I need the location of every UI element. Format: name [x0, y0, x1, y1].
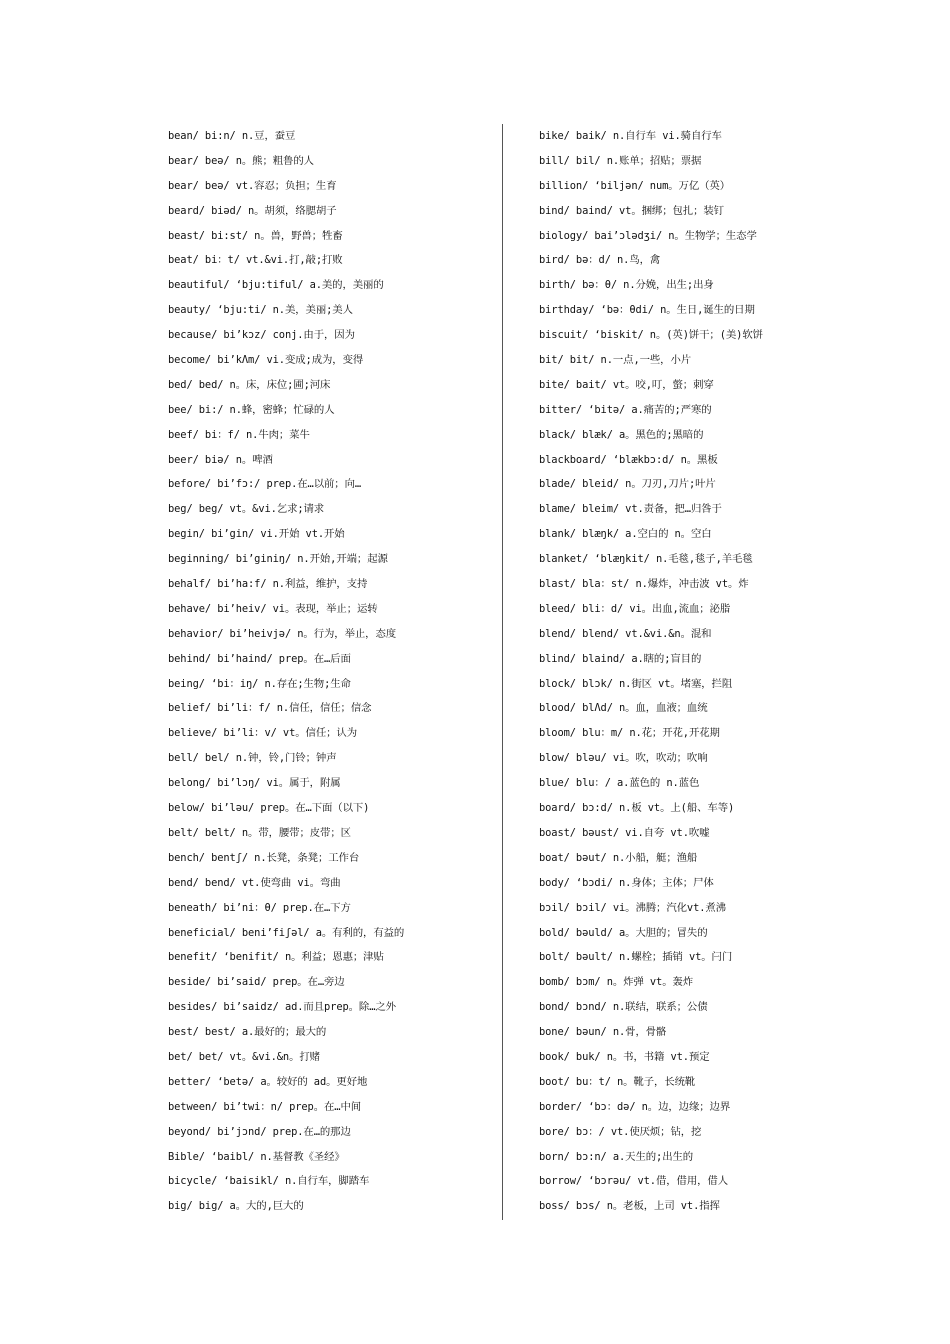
vocab-entry: believe/ bi’li：v/ vt。信任；认为 — [168, 727, 357, 740]
vocab-entry: bell/ bel/ n.钟，铃,门铃；钟声 — [168, 752, 337, 765]
vocab-entry: beneficial/ beni’fiʃəl/ a。有利的，有益的 — [168, 926, 405, 939]
vocab-entry: beg/ beg/ vt。&vi.乞求;请求 — [168, 503, 325, 516]
vocab-entry: beautiful/ ‘bju:tiful/ a.美的，美丽的 — [168, 279, 384, 292]
vocab-entry: birth/ bə：θ/ n.分娩，出生;出身 — [539, 279, 714, 292]
vocab-entry: besides/ bi’saidz/ ad.而且prep。除…之外 — [168, 1001, 396, 1014]
vocab-entry: belong/ bi’lɔŋ/ vi。属于，附属 — [168, 777, 341, 790]
vocab-entry: beef/ bi：f/ n.牛肉；菜牛 — [168, 428, 310, 441]
vocab-entry: bolt/ bəult/ n.螺栓；插销 vt。闩门 — [539, 951, 733, 964]
vocab-entry: bench/ bentʃ/ n.长凳，条凳；工作台 — [168, 851, 360, 864]
vocab-entry: beyond/ bi’jɔnd/ prep.在…的那边 — [168, 1125, 351, 1138]
vocab-entry: best/ best/ a.最好的；最大的 — [168, 1026, 327, 1039]
vocab-entry: boss/ bɔs/ n。老板，上司 vt.指挥 — [539, 1200, 720, 1213]
vocab-entry: beauty/ ‘bju:ti/ n.美，美丽;美人 — [168, 304, 353, 317]
vocab-entry: between/ bi’twi：n/ prep。在…中间 — [168, 1100, 362, 1113]
vocab-entry: beneath/ bi’ni：θ/ prep.在…下方 — [168, 901, 351, 914]
vocab-entry: blow/ bləu/ vi。吹，吹动；吹响 — [539, 752, 708, 765]
vocab-entry: birthday/ ‘bə：θdi/ n。生日,诞生的日期 — [539, 304, 755, 317]
column-divider — [502, 124, 503, 1220]
vocab-entry: being/ ‘bi：iŋ/ n.存在;生物;生命 — [168, 677, 351, 690]
vocab-entry: below/ bi’ləu/ prep。在…下面（以下) — [168, 802, 370, 815]
vocab-entry: blade/ bleid/ n。刀刃,刀片;叶片 — [539, 478, 716, 491]
vocab-entry: blanket/ ‘blæŋkit/ n.毛毯,毯子,羊毛毯 — [539, 553, 753, 566]
vocab-entry: beard/ biəd/ n。胡须，络腮胡子 — [168, 204, 337, 217]
vocab-entry: blame/ bleim/ vt.责备，把…归咎于 — [539, 503, 722, 516]
vocab-entry: become/ bi’kΛm/ vi.变成;成为，变得 — [168, 354, 364, 367]
vocab-entry: big/ big/ a。大的,巨大的 — [168, 1200, 304, 1213]
vocab-entry: bed/ bed/ n。床，床位;圃;河床 — [168, 378, 331, 391]
vocab-entry: blackboard/ ‘blækbɔ:d/ n。黑板 — [539, 453, 718, 466]
right-column — [539, 124, 879, 1219]
vocab-entry: because/ bi’kɔz/ conj.由于，因为 — [168, 329, 355, 342]
vocab-entry: blank/ blæŋk/ a.空白的 n。空白 — [539, 528, 712, 541]
vocab-entry: block/ blɔk/ n.街区 vt。堵塞，拦阻 — [539, 677, 733, 690]
vocab-entry: beginning/ bi’giniŋ/ n.开始,开端；起源 — [168, 553, 388, 566]
vocab-entry: bear/ beə/ vt.容忍；负担；生育 — [168, 179, 337, 192]
vocab-entry: bet/ bet/ vt。&vi.&n。打赌 — [168, 1050, 320, 1063]
vocab-entry: bill/ bil/ n.账单；招贴；票据 — [539, 154, 702, 167]
vocab-entry: bloom/ blu：m/ n.花；开花,开花期 — [539, 727, 720, 740]
vocab-entry: bone/ bəun/ n.骨，骨骼 — [539, 1026, 667, 1039]
vocab-entry: beat/ bi：t/ vt.&vi.打,敲;打败 — [168, 254, 343, 267]
vocab-entry: board/ bɔ:d/ n.板 vt。上(船、车等) — [539, 802, 735, 815]
vocab-entry: behave/ bi’heiv/ vi。表现，举止；运转 — [168, 602, 378, 615]
vocab-entry: better/ ‘betə/ a。较好的 ad。更好地 — [168, 1075, 368, 1088]
vocab-entry: belief/ bi’li：f/ n.信任，信任；信念 — [168, 702, 372, 715]
vocab-entry: bold/ bəuld/ a。大胆的；冒失的 — [539, 926, 708, 939]
vocab-entry: bike/ baik/ n.自行车 vi.骑自行车 — [539, 130, 722, 142]
vocab-entry: bɔil/ bɔil/ vi。沸腾；汽化vt.煮沸 — [539, 901, 726, 914]
vocab-entry: bear/ beə/ n。熊；粗鲁的人 — [168, 154, 314, 167]
vocab-entry: before/ bi’fɔ:/ prep.在…以前；向… — [168, 478, 362, 491]
vocab-entry: boat/ bəut/ n.小船，艇；渔船 — [539, 851, 698, 864]
vocab-entry: behind/ bi’haind/ prep。在…后面 — [168, 652, 351, 665]
vocab-entry: border/ ‘bɔ：də/ n。边，边缘；边界 — [539, 1100, 731, 1113]
vocab-entry: blend/ blend/ vt.&vi.&n。混和 — [539, 627, 712, 640]
vocab-entry: bit/ bit/ n.一点,一些，小片 — [539, 354, 692, 367]
left-column — [168, 124, 493, 1219]
vocab-entry: beast/ bi:st/ n。兽，野兽；牲畜 — [168, 229, 343, 242]
vocab-entry: bond/ bɔnd/ n.联结，联系；公债 — [539, 1001, 708, 1014]
vocab-entry: bore/ bɔ：/ vt.使厌烦；钻，挖 — [539, 1125, 702, 1138]
vocab-entry: boast/ bəust/ vi.自夸 vt.吹嘘 — [539, 826, 710, 839]
vocab-entry: bird/ bə：d/ n.鸟，禽 — [539, 254, 661, 267]
vocab-entry: borrow/ ‘bɔrəu/ vt.借，借用，借人 — [539, 1175, 728, 1188]
vocab-entry: behalf/ bi’ha:f/ n.利益，维护，支持 — [168, 578, 368, 591]
vocab-entry: biology/ bai’ɔlədʒi/ n。生物学；生态学 — [539, 229, 757, 242]
vocab-entry: bitter/ ‘bitə/ a.痛苦的;严寒的 — [539, 403, 712, 416]
vocab-entry: Bible/ ‘baibl/ n.基督教《圣经》 — [168, 1150, 345, 1163]
vocab-entry: blue/ blu：/ a.蓝色的 n.蓝色 — [539, 777, 700, 790]
vocab-entry: behavior/ bi’heivjə/ n。行为，举止，态度 — [168, 627, 397, 640]
vocab-entry: bend/ bend/ vt.使弯曲 vi。弯曲 — [168, 876, 341, 889]
vocab-entry: beside/ bi’said/ prep。在…旁边 — [168, 976, 345, 989]
vocab-entry: bind/ baind/ vt。捆绑；包扎；装钉 — [539, 204, 724, 217]
vocab-entry: bean/ bi:n/ n.豆，蚕豆 — [168, 130, 296, 142]
vocab-entry: book/ buk/ n。书，书籍 vt.预定 — [539, 1050, 710, 1063]
vocab-entry: blood/ blΛd/ n。血，血液；血统 — [539, 702, 708, 715]
vocab-entry: blind/ blaind/ a.瞎的;盲目的 — [539, 652, 702, 665]
vocab-entry: blast/ bla：st/ n.爆炸，冲击波 vt。炸 — [539, 578, 749, 591]
vocab-entry: bicycle/ ‘baisikl/ n.自行车，脚踏车 — [168, 1175, 370, 1188]
vocab-entry: bee/ bi:/ n.蜂，密蜂；忙碌的人 — [168, 403, 335, 416]
vocab-entry: belt/ belt/ n。带，腰带；皮带；区 — [168, 826, 351, 839]
vocab-entry: billion/ ‘biljən/ num。万亿（英） — [539, 179, 731, 192]
vocab-entry: bleed/ bli：d/ vi。出血,流血；泌脂 — [539, 602, 731, 615]
vocab-entry: bite/ bait/ vt。咬,叮，螫；刺穿 — [539, 378, 714, 391]
vocab-entry: biscuit/ ‘biskit/ n。(英)饼干；(美)软饼 — [539, 329, 763, 342]
vocab-entry: begin/ bi’gin/ vi.开始 vt.开始 — [168, 528, 345, 541]
vocab-entry: bomb/ bɔm/ n。炸弹 vt。轰炸 — [539, 976, 694, 989]
vocab-entry: benefit/ ‘benifit/ n。利益；恩惠；津贴 — [168, 951, 384, 964]
vocab-entry: beer/ biə/ n。啤酒 — [168, 453, 273, 466]
vocab-entry: born/ bɔ:n/ a.天生的;出生的 — [539, 1150, 694, 1163]
vocab-entry: boot/ bu：t/ n。靴子，长统靴 — [539, 1075, 696, 1088]
vocab-entry: body/ ‘bɔdi/ n.身体；主体；尸体 — [539, 876, 714, 889]
vocab-entry: black/ blæk/ a。黑色的;黑暗的 — [539, 428, 704, 441]
